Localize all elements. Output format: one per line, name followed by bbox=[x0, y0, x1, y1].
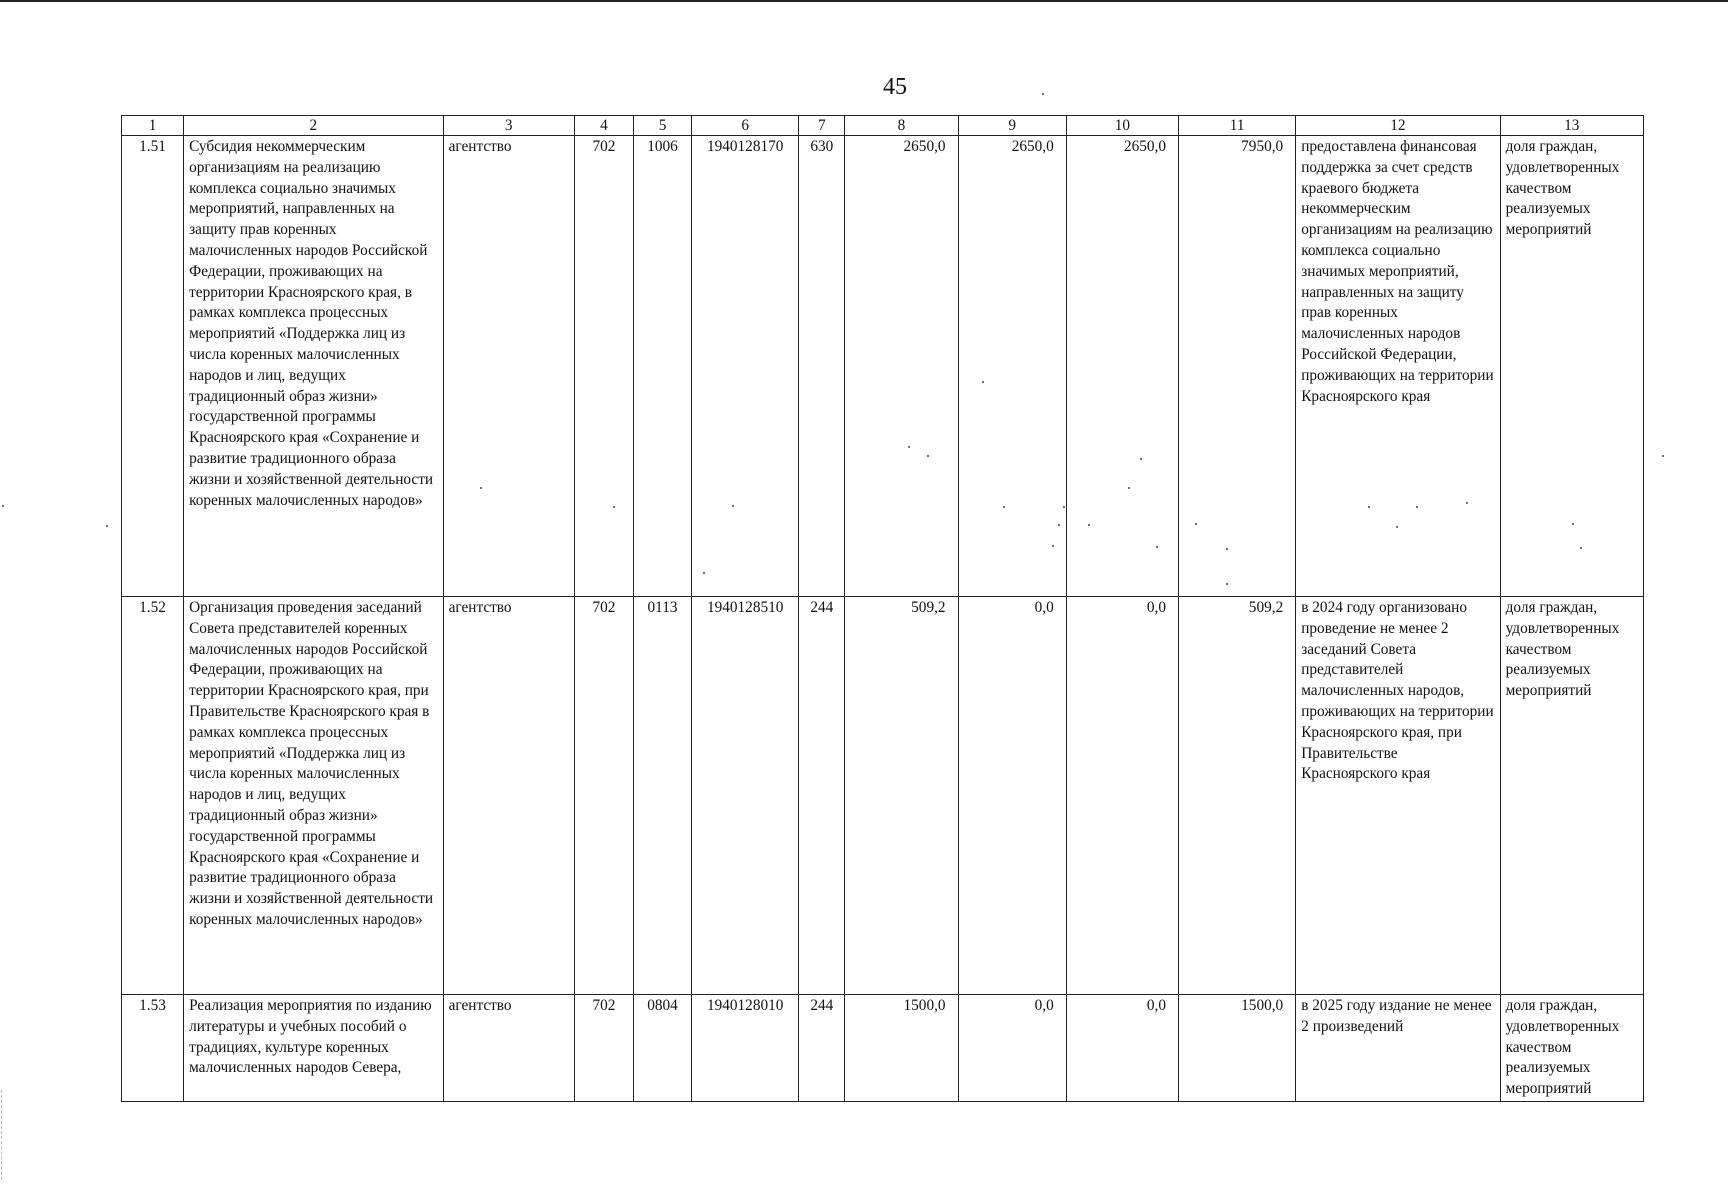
page-number: 45 bbox=[883, 74, 907, 100]
column-header: 7 bbox=[799, 116, 845, 136]
target-article-code: 1940128010 bbox=[692, 995, 799, 1102]
column-header: 2 bbox=[184, 116, 444, 136]
scan-speck bbox=[1156, 546, 1158, 548]
expense-type-code: 244 bbox=[799, 995, 845, 1102]
section-code: 0804 bbox=[633, 995, 691, 1102]
scan-speck bbox=[1088, 524, 1090, 526]
amount-year-2: 0,0 bbox=[958, 597, 1066, 995]
amount-year-2: 2650,0 bbox=[958, 136, 1066, 597]
table-row bbox=[122, 995, 1644, 1102]
amount-year-3: 0,0 bbox=[1066, 995, 1178, 1102]
amount-year-3: 2650,0 bbox=[1066, 136, 1178, 597]
expected-result: предоставлена финансовая поддержка за счет средств краевого бюджета некоммерческим организациям на реализацию комплекса социально значимых мероприятий, направленных на защиту прав коренных малочисленных народов Российской Федерации, проживающих на территории Красноярского края bbox=[1296, 136, 1500, 597]
column-header: 13 bbox=[1500, 116, 1643, 136]
scan-speck bbox=[703, 572, 705, 574]
amount-year-1: 1500,0 bbox=[845, 995, 958, 1102]
column-header: 6 bbox=[692, 116, 799, 136]
responsible-agency: агентство bbox=[443, 597, 574, 995]
column-numbers-row bbox=[122, 116, 1644, 136]
grbs-code: 702 bbox=[574, 136, 633, 597]
scan-speck bbox=[480, 487, 482, 489]
column-header: 12 bbox=[1296, 116, 1500, 136]
scan-speck bbox=[1003, 506, 1005, 508]
measure-name: Организация проведения заседаний Совета представителей коренных малочисленных народов Российской Федерации, проживающих на территории Красноярского края, при Правительстве Красноярского края в рамках комплекса процессных мероприятий «Поддержка лиц из числа коренных малочисленных народов и лиц, ведущих традиционный образ жизни» государственной программы Красноярского края «Сохранение и развитие традиционного образа жизни и хозяйственной деятельности коренных малочисленных народов» bbox=[184, 597, 444, 995]
indicator: доля граждан, удовлетворенных качеством реализуемых мероприятий bbox=[1500, 995, 1643, 1102]
responsible-agency: агентство bbox=[443, 136, 574, 597]
table-row bbox=[122, 597, 1644, 995]
scan-speck bbox=[1195, 523, 1197, 525]
scan-speck bbox=[2, 505, 4, 507]
responsible-agency: агентство bbox=[443, 995, 574, 1102]
scan-speck bbox=[1063, 506, 1065, 508]
expected-result: в 2024 году организовано проведение не менее 2 заседаний Совета представителей малочисленных народов, проживающих на территории Красноярского края, при Правительстве Красноярского края bbox=[1296, 597, 1500, 995]
indicator: доля граждан, удовлетворенных качеством реализуемых мероприятий bbox=[1500, 597, 1643, 995]
scan-speck bbox=[1572, 523, 1574, 525]
scan-top-edge bbox=[0, 0, 1728, 2]
scan-speck bbox=[908, 446, 910, 448]
indicator: доля граждан, удовлетворенных качеством реализуемых мероприятий bbox=[1500, 136, 1643, 597]
row-number: 1.52 bbox=[122, 597, 184, 995]
target-article-code: 1940128170 bbox=[692, 136, 799, 597]
expense-type-code: 244 bbox=[799, 597, 845, 995]
amount-year-3: 0,0 bbox=[1066, 597, 1178, 995]
amount-year-1: 2650,0 bbox=[845, 136, 958, 597]
grbs-code: 702 bbox=[574, 995, 633, 1102]
amount-total: 509,2 bbox=[1179, 597, 1296, 995]
row-number: 1.53 bbox=[122, 995, 184, 1102]
amount-total: 1500,0 bbox=[1179, 995, 1296, 1102]
scan-speck bbox=[1128, 487, 1130, 489]
column-header: 8 bbox=[845, 116, 958, 136]
scan-speck bbox=[1052, 545, 1054, 547]
budget-table bbox=[121, 115, 1644, 1102]
expense-type-code: 630 bbox=[799, 136, 845, 597]
scan-speck bbox=[1058, 524, 1060, 526]
scan-speck bbox=[982, 381, 984, 383]
scan-speck bbox=[1226, 583, 1228, 585]
scan-speck bbox=[927, 455, 929, 457]
column-header: 4 bbox=[574, 116, 633, 136]
scan-speck bbox=[732, 505, 734, 507]
column-header: 1 bbox=[122, 116, 184, 136]
amount-year-2: 0,0 bbox=[958, 995, 1066, 1102]
row-number: 1.51 bbox=[122, 136, 184, 597]
amount-year-1: 509,2 bbox=[845, 597, 958, 995]
scan-speck bbox=[106, 525, 108, 527]
scan-speck bbox=[1140, 458, 1142, 460]
column-header: 5 bbox=[633, 116, 691, 136]
grbs-code: 702 bbox=[574, 597, 633, 995]
scan-speck bbox=[1226, 548, 1228, 550]
measure-name: Реализация мероприятия по изданию литературы и учебных пособий о традициях, культуре коренных малочисленных народов Севера, bbox=[184, 995, 444, 1102]
amount-total: 7950,0 bbox=[1179, 136, 1296, 597]
scan-speck bbox=[613, 506, 615, 508]
table-row bbox=[122, 136, 1644, 597]
section-code: 1006 bbox=[633, 136, 691, 597]
target-article-code: 1940128510 bbox=[692, 597, 799, 995]
scan-margin-marks bbox=[1, 1090, 3, 1180]
scan-speck bbox=[1042, 93, 1044, 95]
scan-speck bbox=[1416, 506, 1418, 508]
column-header: 10 bbox=[1066, 116, 1178, 136]
scan-speck bbox=[1396, 526, 1398, 528]
expected-result: в 2025 году издание не менее 2 произведений bbox=[1296, 995, 1500, 1102]
scan-speck bbox=[1580, 547, 1582, 549]
scan-speck bbox=[1368, 506, 1370, 508]
column-header: 3 bbox=[443, 116, 574, 136]
column-header: 9 bbox=[958, 116, 1066, 136]
column-header: 11 bbox=[1179, 116, 1296, 136]
section-code: 0113 bbox=[633, 597, 691, 995]
scan-speck bbox=[1466, 502, 1468, 504]
measure-name: Субсидия некоммерческим организациям на реализацию комплекса социально значимых мероприятий, направленных на защиту прав коренных малочисленных народов Российской Федерации, проживающих на территории Красноярского края, в рамках комплекса процессных мероприятий «Поддержка лиц из числа коренных малочисленных народов и лиц, ведущих традиционный образ жизни» государственной программы Красноярского края «Сохранение и развитие традиционного образа жизни и хозяйственной деятельности коренных малочисленных народов» bbox=[184, 136, 444, 597]
scan-speck bbox=[1662, 455, 1664, 457]
